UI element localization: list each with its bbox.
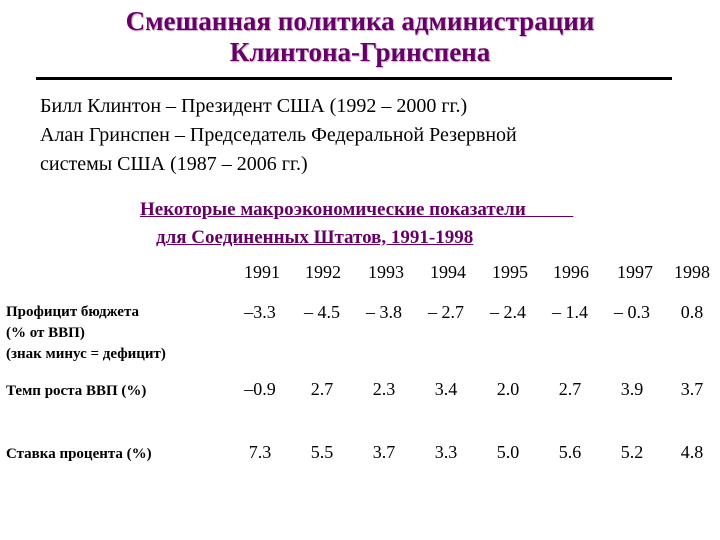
row-label-gdp-growth: Темп роста ВВП (%) <box>6 383 147 399</box>
table-cell: – 1.4 <box>552 302 588 322</box>
table-cell: 2.0 <box>496 379 520 399</box>
table-cell: 0.8 <box>680 302 704 322</box>
intro-line-1: Билл Клинтон – Президент США (1992 – 2000 гг.) <box>40 95 468 117</box>
year-header: 1992 <box>305 262 341 282</box>
table-cell: – 2.4 <box>490 302 526 322</box>
year-header: 1997 <box>617 262 653 282</box>
table-title-line-2: для Соединенных Штатов, 1991-1998 <box>156 227 474 248</box>
year-header: 1996 <box>553 262 589 282</box>
row-label-interest-rate: Ставка процента (%) <box>6 446 152 462</box>
table-cell: 5.5 <box>310 442 334 462</box>
table-title-line-1: Некоторые макроэкономические показатели <box>140 199 526 220</box>
year-header: 1998 <box>674 262 710 282</box>
table-cell: 5.2 <box>620 442 644 462</box>
row-label-budget-surplus: Профицит бюджета (% от ВВП) (знак минус = дефицит) <box>6 304 166 362</box>
table-cell: – 3.8 <box>366 302 402 322</box>
table-cell: –3.3 <box>244 302 276 322</box>
table-cell: – 0.3 <box>614 302 650 322</box>
title-line-1: Смешанная политика администрации <box>125 6 595 36</box>
year-header: 1993 <box>368 262 404 282</box>
page-title <box>0 6 720 68</box>
table-cell: 5.0 <box>496 442 520 462</box>
year-header: 1991 <box>244 262 280 282</box>
table-cell: 4.8 <box>680 442 704 462</box>
table-cell: 3.4 <box>434 379 458 399</box>
intro-line-3: системы США (1987 – 2006 гг.) <box>40 153 308 175</box>
year-header: 1995 <box>492 262 528 282</box>
intro-text <box>40 92 710 179</box>
intro-line-2: Алан Гринспен – Председатель Федеральной Резервной <box>40 124 517 146</box>
table-cell: 2.7 <box>558 379 582 399</box>
table-cell: – 2.7 <box>428 302 464 322</box>
year-header: 1994 <box>430 262 466 282</box>
table-cell: 7.3 <box>248 442 272 462</box>
table-cell: 3.9 <box>620 379 644 399</box>
table-cell: – 4.5 <box>304 302 340 322</box>
table-cell: 3.7 <box>680 379 704 399</box>
title-line-2: Клинтона-Гринспена <box>229 37 491 67</box>
table-cell: 5.6 <box>558 442 582 462</box>
table-cell: 2.7 <box>310 379 334 399</box>
table-cell: 3.7 <box>372 442 396 462</box>
table-cell: 3.3 <box>434 442 458 462</box>
title-divider <box>36 77 672 80</box>
table-title <box>140 196 720 252</box>
table-cell: –0.9 <box>244 379 276 399</box>
table-cell: 2.3 <box>372 379 396 399</box>
